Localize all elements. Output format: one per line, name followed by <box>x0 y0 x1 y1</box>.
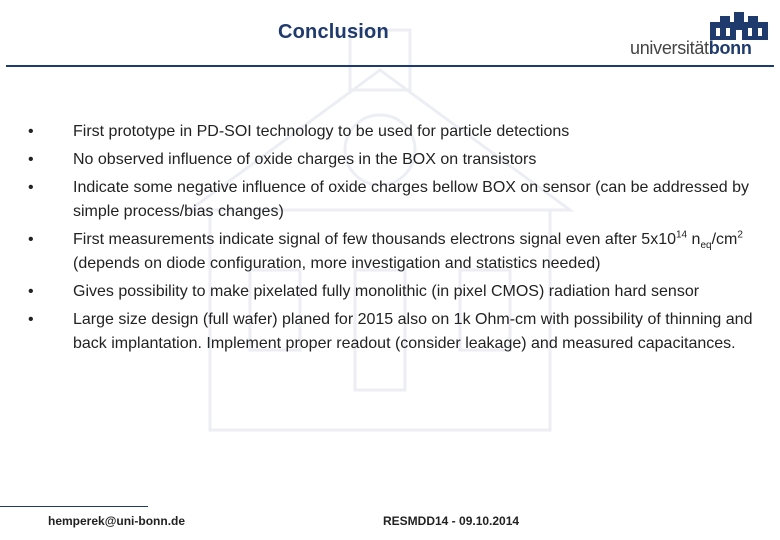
footer-email: hemperek@uni-bonn.de <box>48 514 186 528</box>
university-logo <box>630 12 775 60</box>
bullet-dot-icon: • <box>28 151 34 168</box>
bullet-item: • First measurements indicate signal of few thousands electrons signal even after $5x10^{14}$ $n_{eq}/cm^2$ (depends on diode configuration, more investigation and statistics needed) <box>28 229 743 272</box>
bullet-dot-icon: • <box>28 123 34 140</box>
bullet-item: • No observed influence of oxide charges in the BOX on transistors <box>28 148 763 172</box>
header-divider <box>6 65 774 67</box>
footer-divider <box>0 506 148 507</box>
bullet-list <box>28 120 763 360</box>
bullet-item: • First prototype in PD-SOI technology to be used for particle detections <box>28 120 763 144</box>
university-logo-text: universitätbonn <box>630 38 752 58</box>
slide-title: Conclusion <box>278 21 389 43</box>
footer-event: RESMDD14 - 09.10.2014 <box>383 514 520 528</box>
bullet-dot-icon: • <box>28 231 34 248</box>
bullet-item: • Indicate some negative influence of oxide charges bellow BOX on sensor (can be addressed by simple process/bias changes) <box>28 176 763 224</box>
bullet-item: • Large size design (full wafer) planed for 2015 also on 1k Ohm-cm with possibility of thinning and back implantation. Implement proper readout (consider leakage) and measured capacitances. <box>28 308 763 356</box>
bullet-item: • Gives possibility to make pixelated fully monolithic (in pixel CMOS) radiation hard sensor <box>28 280 763 304</box>
bullet-dot-icon: • <box>28 311 34 328</box>
bullet-dot-icon: • <box>28 283 34 300</box>
bullet-dot-icon: • <box>28 179 34 196</box>
